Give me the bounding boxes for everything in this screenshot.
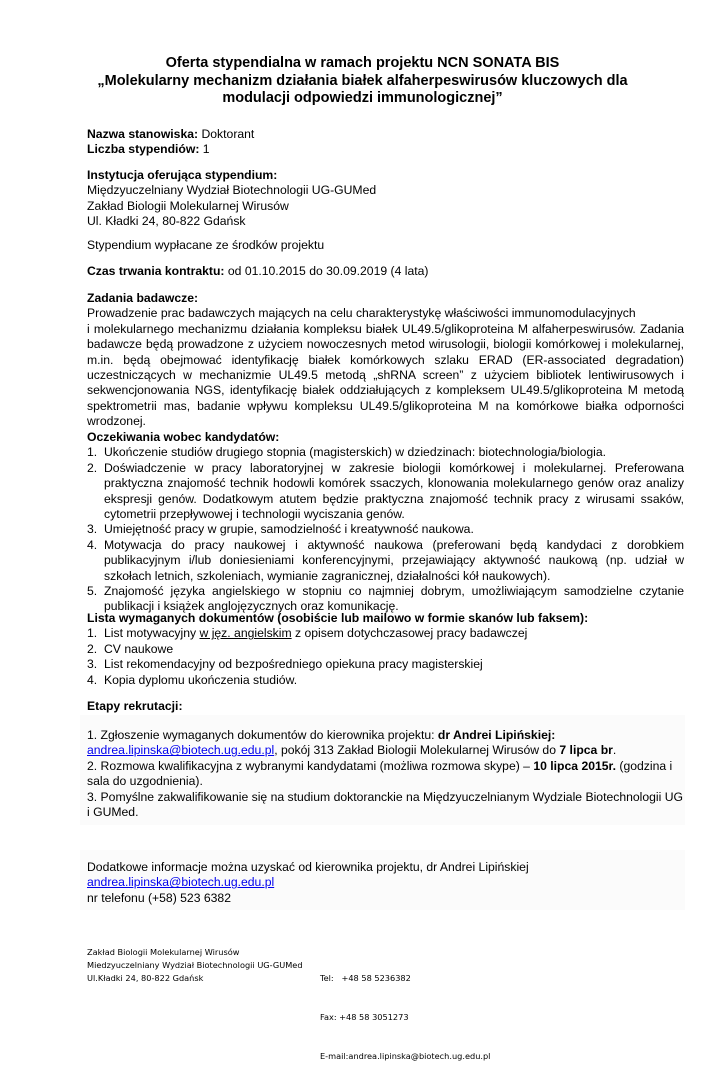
recruitment-step-2 xyxy=(87,759,684,790)
contract-value: od 01.10.2015 do 30.09.2019 (4 lata) xyxy=(224,264,429,278)
list-item xyxy=(87,626,684,641)
recruitment-label: Etapy rekrutacji: xyxy=(87,699,183,713)
list-item-text: Kopia dyplomu ukończenia studiów. xyxy=(104,672,298,687)
list-item-number: 1. xyxy=(87,445,98,460)
footer-address xyxy=(87,946,303,985)
expectations-section xyxy=(87,430,684,615)
contract-label: Czas trwania kontraktu: xyxy=(87,264,225,278)
list-item xyxy=(87,461,684,523)
list-item xyxy=(87,538,684,584)
list-item-text: Ukończenie studiów drugiego stopnia (magisterskich) w dziedzinach: biotechnologia/biologia. xyxy=(104,445,607,460)
list-item xyxy=(87,642,684,657)
list-item-text-underlined: w jęz. angielskim xyxy=(199,626,292,641)
list-item-text: List rekomendacyjny od bezpośredniego opiekuna pracy magisterskiej xyxy=(104,657,483,672)
position-section xyxy=(87,127,684,158)
list-item-number: 3. xyxy=(87,657,98,672)
contact-email-link[interactable]: andrea.lipinska@biotech.ug.edu.pl xyxy=(87,875,275,890)
list-item-number: 4. xyxy=(87,672,98,687)
footer-line: Zakład Biologii Molekularnej Wirusów xyxy=(87,947,240,957)
list-item-text: Umiejętność pracy w grupie, samodzielność i kreatywność naukowa. xyxy=(104,522,474,537)
stipend-count-value: 1 xyxy=(199,142,210,157)
footer-phone: Tel: +48 58 5236382 xyxy=(320,973,411,983)
tasks-section xyxy=(87,291,684,430)
tasks-first-line: Prowadzenie prac badawczych mających na celu charakterystykę właściwości immunomodulacyjnych xyxy=(87,306,636,321)
interview-date: 10 lipca 2015r. xyxy=(533,758,617,773)
list-item-text: CV naukowe xyxy=(104,641,174,656)
documents-section xyxy=(87,611,684,688)
footer-fax: Fax: +48 58 3051273 xyxy=(320,1012,409,1022)
footer-line: Miedzyuczelniany Wydział Biotechnologii UG-GUMed xyxy=(87,960,303,970)
institution-label: Instytucja oferująca stypendium: xyxy=(87,168,278,182)
recruitment-step-1-text: 1. Zgłoszenie wymaganych dokumentów do kierownika projektu: xyxy=(87,728,438,742)
expectations-list xyxy=(87,445,684,614)
list-item xyxy=(87,445,684,460)
documents-label: Lista wymaganych dokumentów (osobiście lub mailowo w formie skanów lub faksem): xyxy=(87,611,589,625)
list-item-number: 1. xyxy=(87,626,98,641)
expectations-label: Oczekiwania wobec kandydatów: xyxy=(87,430,280,444)
list-item-text-suffix: z opisem dotychczasowej pracy badawczej xyxy=(291,626,528,641)
institution-line: Międzyuczelniany Wydział Biotechnologii UG-GUMed xyxy=(87,183,377,198)
title-line-3: modulacji odpowiedzi immunologicznej” xyxy=(222,90,503,106)
recruitment-step-3: 3. Pomyślne zakwalifikowanie się na studium doktoranckie na Międzyuczelnianym Wydziale Biotechnologii UG i GUMed. xyxy=(87,789,684,820)
list-item-number: 4. xyxy=(87,537,98,552)
project-leader-name: dr Andrei Lipińskiej: xyxy=(437,728,556,742)
list-item-number: 2. xyxy=(87,460,98,475)
contact-section xyxy=(87,860,684,906)
list-item-text: Doświadczenie w pracy laboratoryjnej w zakresie biologii komórkowej i molekularnej. Preferowana praktyczna znajomość technik hodowli komórek ssaczych, klonowania molekularnego genów oraz analizy ekspresji genów. Dodatkowym atutem będzie praktyczna znajomość technik pracy z wirusami ssaków, cytometrii przepływowej i technologii wyciszania genów. xyxy=(104,460,684,522)
list-item-number: 3. xyxy=(87,522,98,537)
funding-text: Stypendium wypłacane ze środków projektu xyxy=(87,238,325,252)
list-item xyxy=(87,522,684,537)
institution-line: Zakład Biologii Molekularnej Wirusów xyxy=(87,198,289,213)
list-item-number: 5. xyxy=(87,584,98,599)
position-name-value: Doktorant xyxy=(198,127,255,141)
recruitment-steps xyxy=(87,728,684,820)
list-item xyxy=(87,673,684,688)
title-line-1: Oferta stypendialna w ramach projektu NCN SONATA BIS xyxy=(165,55,560,71)
title-line-2: „Molekularny mechanizm działania białek alfaherpeswirusów kluczowych dla xyxy=(97,72,628,89)
contract-section xyxy=(87,264,684,279)
recruitment-step-2-end: (godzina i sala do uzgodnienia). xyxy=(87,758,673,789)
contact-phone: nr telefonu (+58) 523 6382 xyxy=(87,890,231,905)
contact-text: Dodatkowe informacje można uzyskać od kierownika projektu, dr Andrei Lipińskiej xyxy=(87,860,529,874)
documents-list xyxy=(87,626,684,688)
recruitment-step-2-text: 2. Rozmowa kwalifikacyjna z wybranymi kandydatami (możliwa rozmowa skype) – xyxy=(87,758,534,773)
institution-section xyxy=(87,168,684,230)
recruitment-step-1 xyxy=(87,728,684,759)
tasks-label: Zadania badawcze: xyxy=(87,291,199,305)
list-item-number: 2. xyxy=(87,641,98,656)
list-item xyxy=(87,657,684,672)
recruitment-step-1-location: , pokój 313 Zakład Biologii Molekularnej Wirusów do xyxy=(274,743,560,758)
institution-line: Ul. Kładki 24, 80-822 Gdańsk xyxy=(87,214,246,229)
footer-contact xyxy=(320,946,490,1089)
position-name-label: Nazwa stanowiska: xyxy=(87,127,199,141)
page-title xyxy=(60,55,665,108)
stipend-count-label: Liczba stypendiów: xyxy=(87,142,200,157)
project-leader-email-link[interactable]: andrea.lipinska@biotech.ug.edu.pl xyxy=(87,743,275,758)
deadline-date: 7 lipca br xyxy=(559,743,613,758)
list-item-text: Motywacja do pracy naukowej i aktywność naukowa (preferowani będą kandydaci z dorobkiem publikacyjnym i/lub doniesieniami konferencyjnymi, przejawiający aktywność naukową (np. udział w szkołach letnich, szkoleniach, wymianie zagranicznej, działalności kół naukowych). xyxy=(104,537,684,583)
footer-email: E-mail:andrea.lipinska@biotech.ug.edu.pl xyxy=(320,1051,491,1061)
list-item-text: Znajomość języka angielskiego w stopniu co najmniej dobrym, umożliwiającym samodzielne czytanie publikacji i książek anglojęzycznych oraz komunikację. xyxy=(104,584,684,614)
tasks-body: i molekularnego mechanizmu działania kompleksu białek UL49.5/glikoproteina M alfaherpeswirusów. Zadania badawcze będą prowadzone z użyciem nowoczesnych metod wirusologii, biologii komórkowej i molekularnej, m.in. będą obejmować identyfikację białek komórkowych szlaku ERAD (ER-associated degradation) uczestniczących w mechanizmie UL49.5 metodą „shRNA screen” z użyciem bibliotek lentiwirusowych i sekwencjonowania NGS, identyfikację białek oddziałujących z kompleksem UL49.5/glikoproteina M metodą spektrometrii mas, badanie wpływu kompleksu UL49.5/glikoproteina M na komórkowe białka odporności wrodzonej. xyxy=(87,321,684,429)
footer-line: Ul.Kładki 24, 80-822 Gdańsk xyxy=(87,973,204,983)
list-item-text-prefix: List motywacyjny xyxy=(104,626,200,641)
recruitment-step-1-end: . xyxy=(612,743,617,758)
